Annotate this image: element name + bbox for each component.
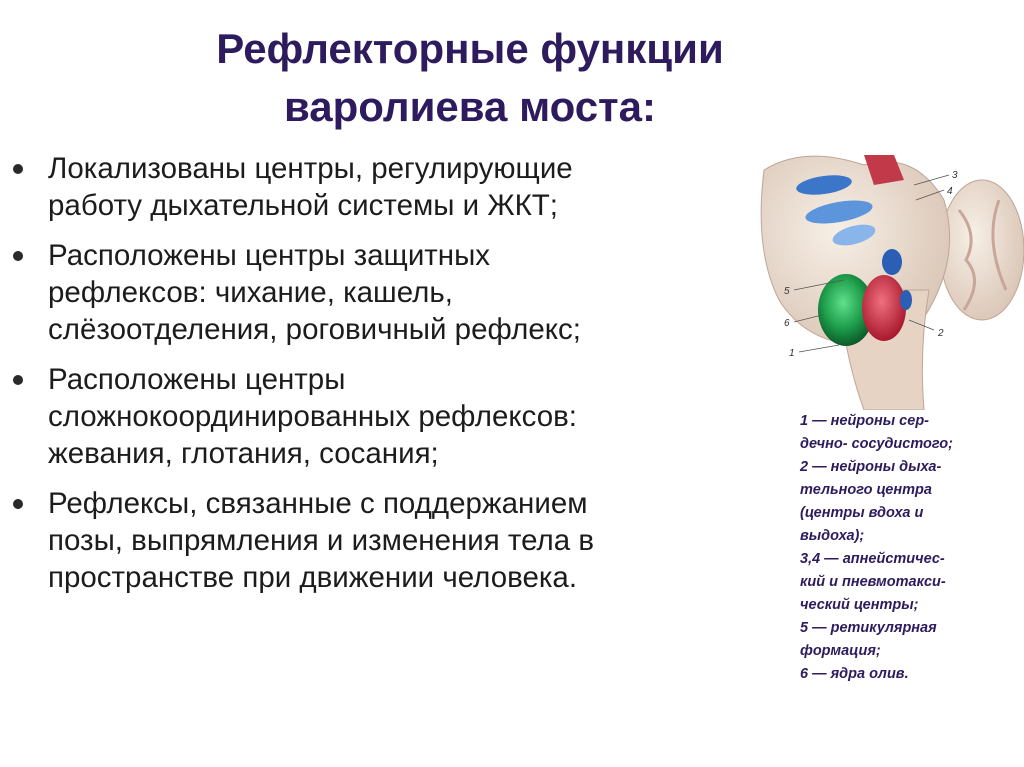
bullet-list	[0, 150, 740, 609]
caption-line: 6 — ядра олив.	[800, 666, 909, 682]
bullet-dot-icon	[13, 251, 23, 261]
bullet-dot-icon	[13, 164, 23, 174]
caption-line: дечно- сосудистого;	[800, 436, 953, 452]
bullet-item	[0, 150, 740, 224]
figure-label: 2	[938, 328, 944, 339]
bullet-line: Расположены центры	[48, 363, 346, 396]
bullet-line: пространстве при движении человека.	[48, 561, 578, 594]
bullet-line: жевания, глотания, сосания;	[48, 437, 439, 470]
caption-line: ческий центры;	[800, 597, 919, 613]
bullet-line: работу дыхательной системы и ЖКТ;	[48, 189, 558, 222]
caption-line: 3,4 — апнейстичес-	[800, 551, 945, 567]
figure-label: 3	[952, 170, 958, 181]
figure-label: 1	[789, 348, 795, 359]
figure-caption	[800, 410, 1020, 686]
title-line-2: варолиева моста:	[284, 83, 656, 130]
caption-line: (центры вдоха и	[800, 505, 924, 521]
bullet-line: Рефлексы, связанные с поддержанием	[48, 487, 588, 520]
title-line-1: Рефлекторные функции	[216, 25, 724, 72]
caption-line: выдоха);	[800, 528, 865, 544]
bullet-line: сложнокоординированных рефлексов:	[48, 400, 577, 433]
figure-label: 5	[784, 286, 790, 297]
caption-line: кий и пневмотакси-	[800, 574, 946, 590]
bullet-line: рефлексов: чихание, кашель,	[48, 276, 453, 309]
bullet-line: слёзоотделения, роговичный рефлекс;	[48, 313, 581, 346]
caption-line: тельного центра	[800, 482, 932, 498]
bullet-dot-icon	[13, 375, 23, 385]
bullet-item	[0, 361, 740, 472]
bullet-dot-icon	[13, 499, 23, 509]
caption-line: 5 — ретикулярная	[800, 620, 937, 636]
caption-line: формация;	[800, 643, 881, 659]
bullet-line: Расположены центры защитных	[48, 239, 491, 272]
caption-line: 1 — нейроны сер-	[800, 413, 929, 429]
bullet-line: позы, выпрямления и изменения тела в	[48, 524, 595, 557]
figure-label: 6	[784, 318, 790, 329]
caption-line: 2 — нейроны дыха-	[800, 459, 942, 475]
figure-label: 4	[947, 186, 953, 197]
brainstem-illustration	[744, 140, 1024, 410]
bullet-line: Локализованы центры, регулирующие	[48, 152, 573, 185]
bullet-item	[0, 485, 740, 596]
brainstem-drawing	[744, 140, 1024, 410]
bullet-item	[0, 237, 740, 348]
slide-title	[120, 20, 820, 136]
